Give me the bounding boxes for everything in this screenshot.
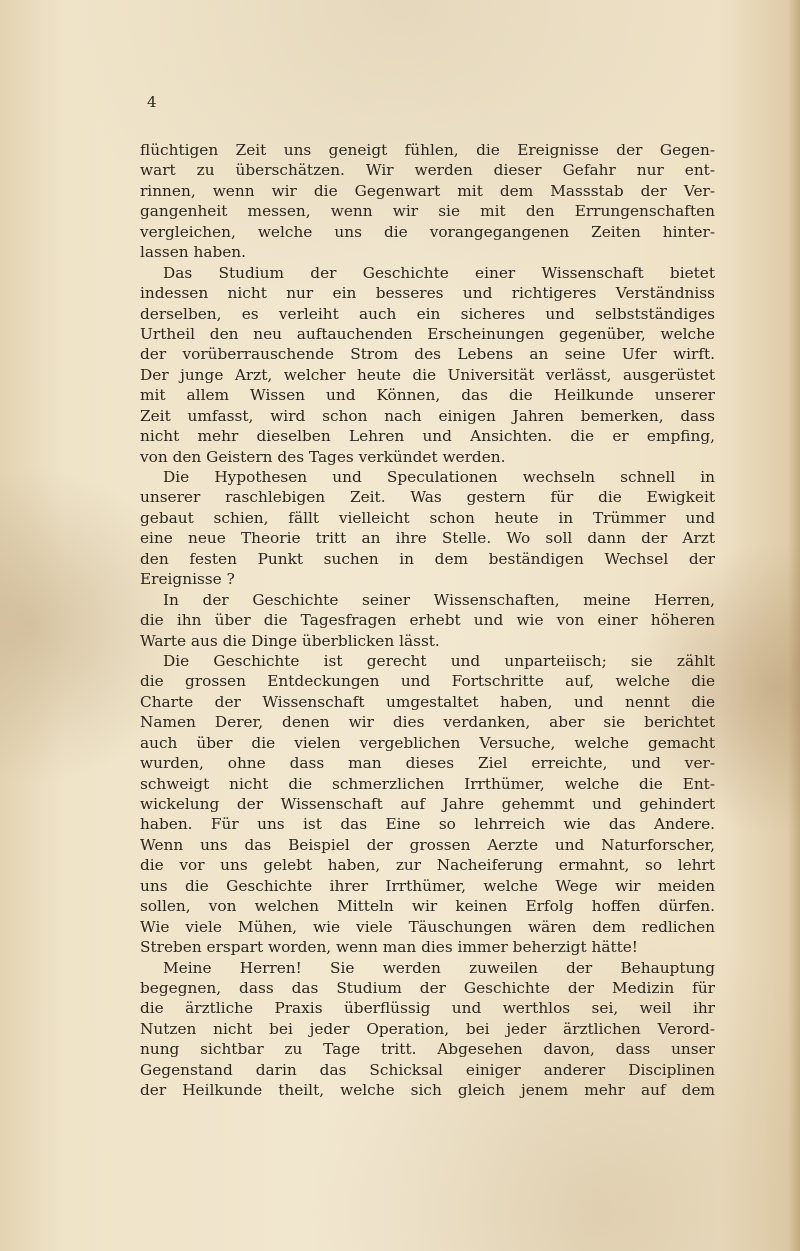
text-line: nung sichtbar zu Tage tritt. Abgesehen davon, dass unser xyxy=(140,1040,715,1059)
text-line: Urtheil den neu auftauchenden Erscheinungen gegenüber, welche xyxy=(140,324,715,343)
text-line: Streben erspart worden, wenn man dies immer beherzigt hätte! xyxy=(140,938,638,957)
text-line: Charte der Wissenschaft umgestaltet haben, und nennt die xyxy=(140,692,715,711)
text-line: Ereignisse ? xyxy=(140,570,235,589)
text-line: derselben, es verleiht auch ein sicheres und selbstständiges xyxy=(140,304,715,323)
text-line: Warte aus die Dinge überblicken lässt. xyxy=(140,631,440,650)
text-line: Gegenstand darin das Schicksal einiger anderer Disciplinen xyxy=(140,1060,715,1079)
paragraph xyxy=(140,590,715,651)
text-line: von den Geistern des Tages verkündet werden. xyxy=(140,447,506,466)
text-line: wurden, ohne dass man dieses Ziel erreichte, und ver- xyxy=(140,754,715,773)
text-line: Meine Herren! Sie werden zuweilen der Behauptung xyxy=(163,958,715,977)
text-line: Wenn uns das Beispiel der grossen Aerzte und Naturforscher, xyxy=(140,835,715,854)
text-line: In der Geschichte seiner Wissenschaften, meine Herren, xyxy=(163,590,715,609)
text-line: die vor uns gelebt haben, zur Nacheiferung ermahnt, so lehrt xyxy=(140,856,715,875)
text-line: schweigt nicht die schmerzlichen Irrthümer, welche die Ent- xyxy=(140,774,715,793)
page-edge-shadow xyxy=(788,0,800,1251)
text-line: begegnen, dass das Studium der Geschichte der Medizin für xyxy=(140,978,715,997)
text-line: gebaut schien, fällt vielleicht schon heute in Trümmer und xyxy=(140,508,715,527)
text-line: Das Studium der Geschichte einer Wissenschaft bietet xyxy=(163,263,715,282)
text-line: der vorüberrauschende Strom des Lebens an seine Ufer wirft. xyxy=(140,345,715,364)
text-line: vergleichen, welche uns die vorangegangenen Zeiten hinter- xyxy=(140,222,715,241)
text-line: wickelung der Wissenschaft auf Jahre gehemmt und gehindert xyxy=(140,795,715,813)
page-number: 4 xyxy=(147,93,157,111)
text-line: Wie viele Mühen, wie viele Täuschungen wären dem redlichen xyxy=(140,917,715,936)
text-line: Die Geschichte ist gerecht und unparteiisch; sie zählt xyxy=(163,651,715,670)
paragraph xyxy=(140,958,715,1101)
text-line: sollen, von welchen Mitteln wir keinen Erfolg hoffen dürfen. xyxy=(140,897,715,916)
text-line: haben. Für uns ist das Eine so lehrreich wie das Andere. xyxy=(140,815,715,834)
text-line: indessen nicht nur ein besseres und richtigeres Verständniss xyxy=(140,284,715,303)
text-line: unserer raschlebigen Zeit. Was gestern für die Ewigkeit xyxy=(140,488,715,507)
text-line: Namen Derer, denen wir dies verdanken, aber sie berichtet xyxy=(140,713,715,732)
text-line: der Heilkunde theilt, welche sich gleich jenem mehr auf dem xyxy=(140,1081,715,1100)
paragraph xyxy=(140,467,715,590)
text-line: gangenheit messen, wenn wir sie mit den Errungenschaften xyxy=(140,202,715,221)
text-line: Zeit umfasst, wird schon nach einigen Jahren bemerken, dass xyxy=(140,406,715,425)
text-line: lassen haben. xyxy=(140,243,247,262)
text-line: auch über die vielen vergeblichen Versuche, welche gemacht xyxy=(140,733,715,752)
text-line: eine neue Theorie tritt an ihre Stelle. Wo soll dann der Arzt xyxy=(140,529,715,548)
paragraph xyxy=(140,140,715,263)
text-line: nicht mehr dieselben Lehren und Ansichten. die er empfing, xyxy=(140,427,715,446)
text-line: Die Hypothesen und Speculationen wechseln schnell in xyxy=(163,468,715,486)
text-line: wart zu überschätzen. Wir werden dieser Gefahr nur ent- xyxy=(140,161,715,180)
paragraph xyxy=(140,263,715,467)
text-line: uns die Geschichte ihrer Irrthümer, welche Wege wir meiden xyxy=(140,876,715,895)
text-line: mit allem Wissen und Können, das die Heilkunde unserer xyxy=(140,386,715,405)
text-line: die ihn über die Tagesfragen erhebt und wie von einer höheren xyxy=(140,611,715,630)
paragraph xyxy=(140,651,715,958)
text-line: den festen Punkt suchen in dem beständigen Wechsel der xyxy=(140,549,715,568)
text-line: rinnen, wenn wir die Gegenwart mit dem Massstab der Ver- xyxy=(140,181,715,200)
text-line: die ärztliche Praxis überflüssig und werthlos sei, weil ihr xyxy=(140,999,715,1018)
text-line: Nutzen nicht bei jeder Operation, bei jeder ärztlichen Verord- xyxy=(140,1019,715,1038)
text-line: Der junge Arzt, welcher heute die Universität verlässt, ausgerüstet xyxy=(140,365,715,384)
text-line: flüchtigen Zeit uns geneigt fühlen, die Ereignisse der Gegen- xyxy=(140,141,715,159)
text-line: die grossen Entdeckungen und Fortschritte auf, welche die xyxy=(140,672,715,691)
body-text xyxy=(140,140,715,1101)
